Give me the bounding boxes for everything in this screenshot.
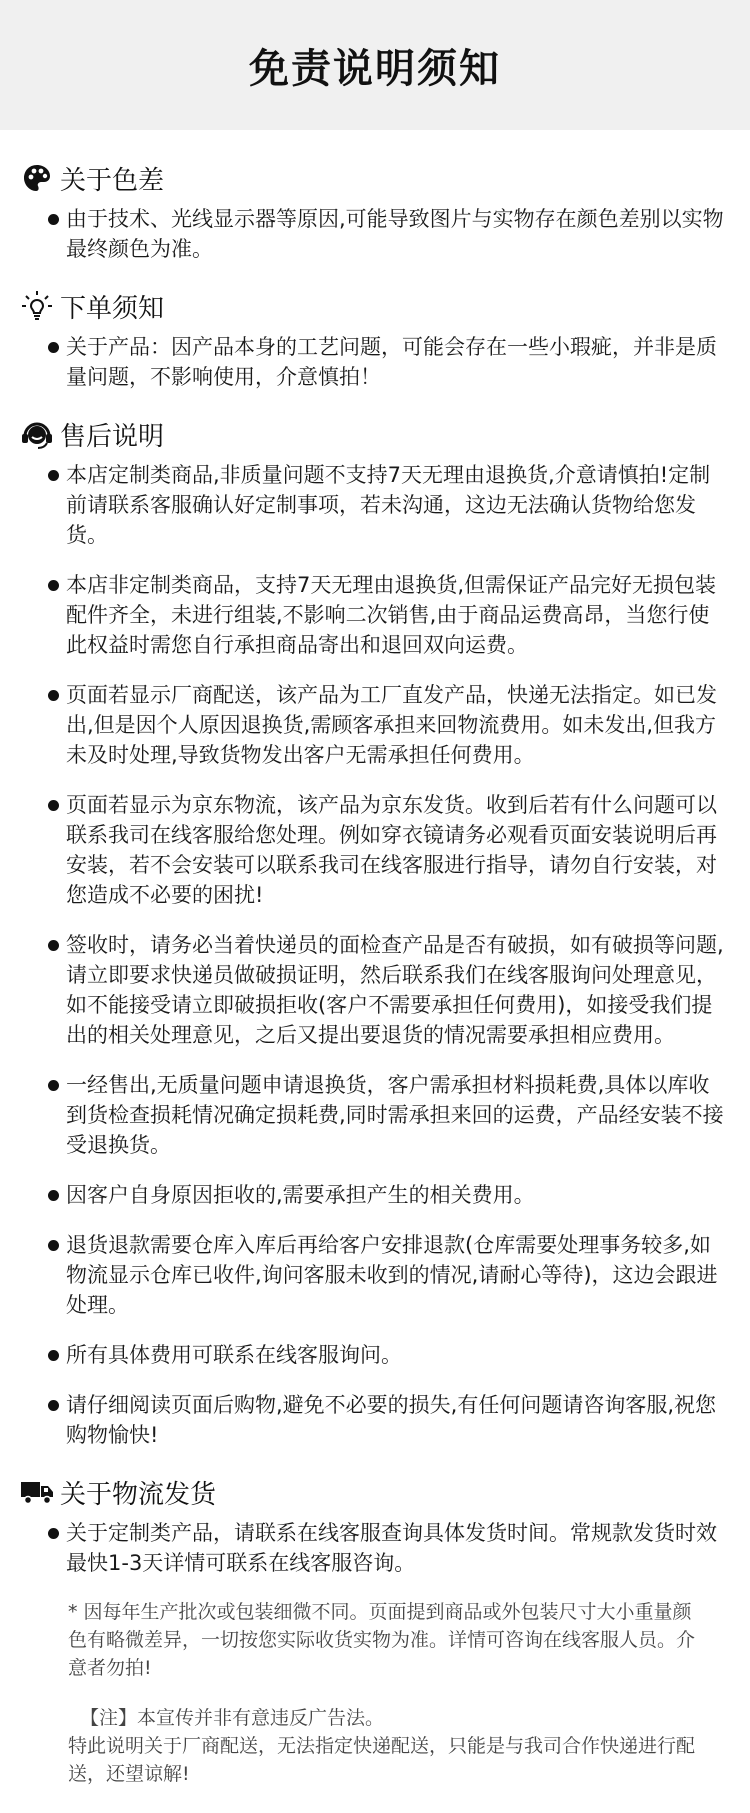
list-item-text: 所有具体费用可联系在线客服询问。 (66, 1343, 402, 1367)
list-item (20, 930, 730, 1050)
list-item (20, 1070, 730, 1160)
list-item-text: 页面若显示厂商配送，该产品为工厂直发产品，快递无法指定。如已发出,但是因个人原因退换货,需顾客承担来回物流费用。如未发出,但我方未及时处理,导致货物发出客户无需承担任何费用。 (66, 683, 717, 767)
list-item (20, 332, 730, 392)
ad-law-note-body: 特此说明关于厂商配送，无法指定快递配送，只能是与我司合作快递进行配送，还望谅解! (68, 1735, 696, 1785)
bullet-dot (48, 1190, 59, 1201)
ad-law-note (20, 1704, 730, 1788)
bullet-dot (48, 1080, 59, 1091)
bullet-dot (48, 690, 59, 701)
bullet-dot (48, 1528, 59, 1539)
list-item-text: 签收时，请务必当着快递员的面检查产品是否有破损，如有破损等问题,请立即要求快递员做破损证明，然后联系我们在线客服询问处理意见，如不能接受请立即破损拒收(客户不需要承担任何费用)，如接受我们提出的相关处理意见，之后又提出要退货的情况需要承担相应费用。 (66, 933, 724, 1047)
bullet-dot (48, 1350, 59, 1361)
list-item-text: 本店定制类商品,非质量问题不支持7天无理由退换货,介意请慎拍!定制前请联系客服确认好定制事项，若未沟通，这边无法确认货物给您发货。 (66, 463, 711, 547)
section-after-sales (20, 412, 730, 456)
bullet-dot (48, 580, 59, 591)
section-color-difference (20, 156, 730, 200)
list-item (20, 790, 730, 910)
bullet-dot (48, 940, 59, 951)
section-order-notice (20, 284, 730, 328)
lightbulb-icon (20, 289, 54, 323)
section-title-text: 关于色差 (60, 165, 165, 196)
disclaimer-note: * 因每年生产批次或包装细微不同。页面提到商品或外包装尺寸大小重量颜色有略微差异，一切按您实际收货实物为准。详情可咨询在线客服人员。介意者勿拍! (68, 1601, 696, 1679)
list-item (20, 680, 730, 770)
section-logistics (20, 1470, 730, 1514)
list-item (20, 1390, 730, 1450)
header-banner (0, 0, 750, 130)
headset-icon (20, 417, 54, 451)
bullet-dot (48, 342, 59, 353)
list-item (20, 570, 730, 660)
list-item-text: 一经售出,无质量问题申请退换货，客户需承担材料损耗费,具体以库收到货检查损耗情况确定损耗费,同时需承担来回的运费，产品经安装不接受退换货。 (66, 1073, 724, 1157)
list-item (20, 1230, 730, 1320)
list-item (20, 1518, 730, 1578)
truck-icon (20, 1475, 54, 1509)
section-title-text: 售后说明 (60, 421, 165, 452)
main-content (0, 130, 750, 1788)
list-item-text: 关于定制类产品，请联系在线客服查询具体发货时间。常规款发货时效最快1-3天详情可联系在线客服咨询。 (66, 1521, 717, 1575)
list-item (20, 460, 730, 550)
list-item-text: 本店非定制类商品，支持7天无理由退换货,但需保证产品完好无损包装配件齐全，未进行组装,不影响二次销售,由于商品运费高昂，当您行使此权益时需您自行承担商品寄出和退回双向运费。 (66, 573, 717, 657)
bullet-dot (48, 1240, 59, 1251)
section-title-text: 下单须知 (60, 293, 165, 324)
list-item-text: 由于技术、光线显示器等原因,可能导致图片与实物存在颜色差别以实物最终颜色为准。 (66, 207, 724, 261)
bullet-dot (48, 470, 59, 481)
bullet-dot (48, 1400, 59, 1411)
list-item-text: 因客户自身原因拒收的,需要承担产生的相关费用。 (66, 1183, 535, 1207)
list-item (20, 1180, 730, 1210)
ad-law-note-heading: 【注】本宣传并非有意违反广告法。 (80, 1707, 385, 1729)
list-item-text: 请仔细阅读页面后购物,避免不必要的损失,有任何问题请咨询客服,祝您购物愉快! (66, 1393, 717, 1447)
list-item (20, 204, 730, 264)
section-title-text: 关于物流发货 (60, 1479, 217, 1510)
list-item-text: 页面若显示为京东物流，该产品为京东发货。收到后若有什么问题可以联系我司在线客服给您处理。例如穿衣镜请务必观看页面安装说明后再安装，若不会安装可以联系我司在线客服进行指导，请勿自行安装，对您造成不必要的困扰! (66, 793, 717, 907)
list-item (20, 1340, 730, 1370)
page-title: 免责说明须知 (249, 45, 501, 92)
bullet-dot (48, 214, 59, 225)
bullet-dot (48, 800, 59, 811)
list-item-text: 关于产品：因产品本身的工艺问题，可能会存在一些小瑕疵，并非是质量问题，不影响使用，介意慎拍！ (66, 335, 717, 389)
list-item-text: 退货退款需要仓库入库后再给客户安排退款(仓库需要处理事务较多,如物流显示仓库已收件,询问客服未收到的情况,请耐心等待)，这边会跟进处理。 (66, 1233, 718, 1317)
palette-icon (20, 161, 54, 195)
